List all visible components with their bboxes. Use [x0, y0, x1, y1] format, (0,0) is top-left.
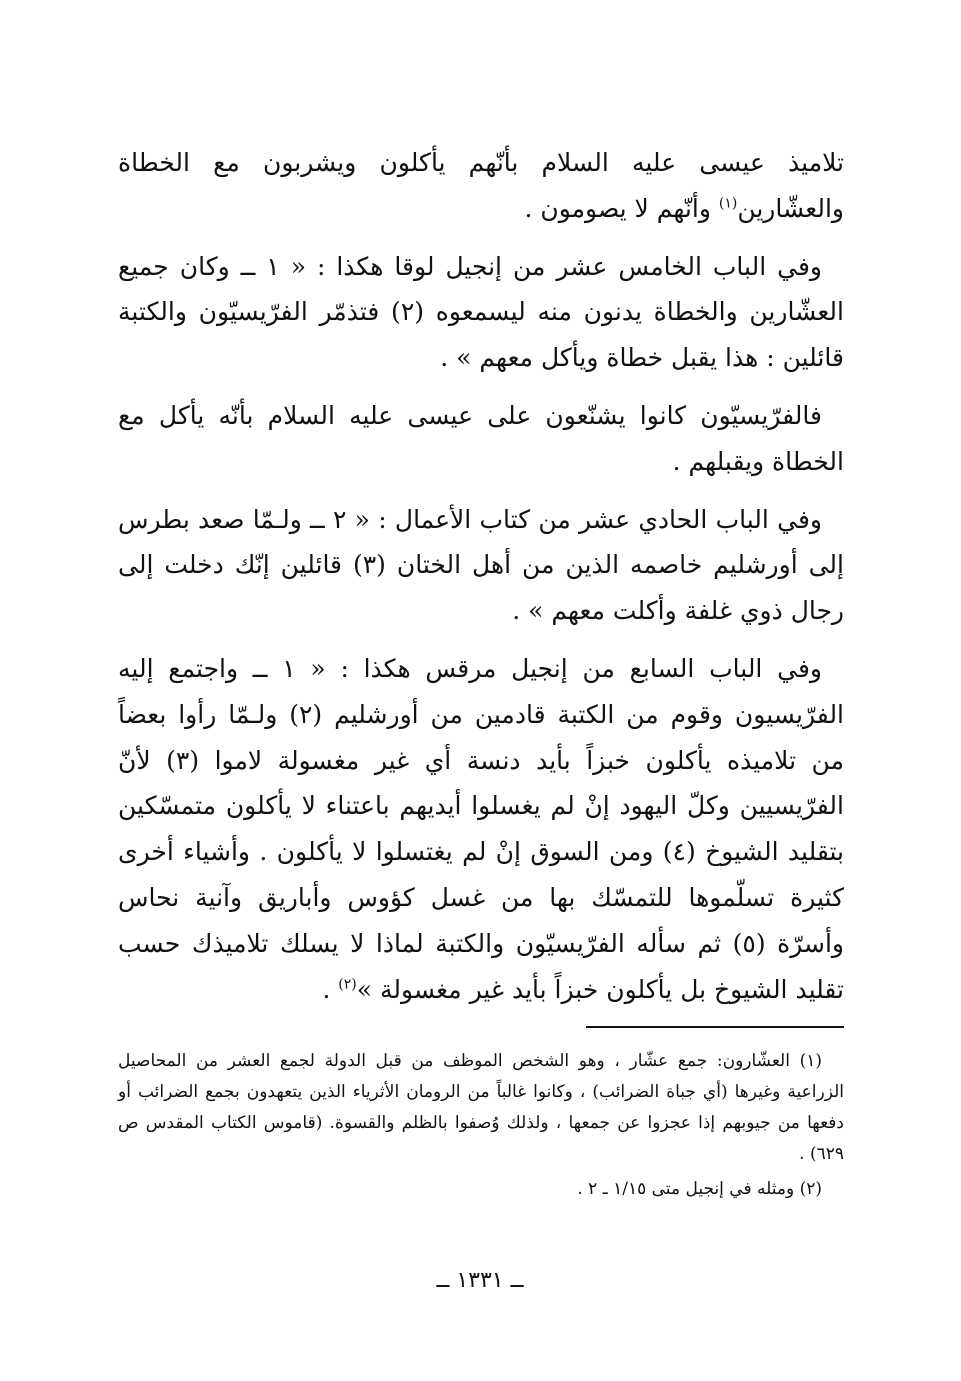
paragraph-3: فالفرّيسيّون كانوا يشنّعون على عيسى عليه السلام بأنّه يأكل مع الخطاة ويقبلهم .	[118, 400, 844, 476]
footnote-ref-2: (٢)	[338, 976, 357, 993]
paragraph-5-tail: .	[322, 974, 339, 1004]
paragraph-4: وفي الباب الحادي عشر من كتاب الأعمال : « ٢ ــ ولـمّا صعد بطرس إلى أورشليم خاصمه الذين من أهل الختان (٣) قائلين إنّك دخلت إلى رجال ذوي غلفة وأكلت معهم » .	[118, 504, 844, 626]
paragraph-5-text: وفي الباب السابع من إنجيل مرقس هكذا : « ١ ــ واجتمع إليه الفرّيسيون وقوم من الكتبة قادمين من أورشليم (٢) ولـمّا رأوا بعضاً من تلاميذه يأكلون خبزاً بأيد دنسة أي غير مغسولة لاموا (٣) لأنّ الفرّيسيين وكلّ اليهود إنْ لم يغسلوا أيديهم باعتناء لا يأكلون متمسّكين بتقليد الشيوخ (٤) ومن السوق إنْ لم يغتسلوا لا يأكلون . وأشياء أخرى كثيرة تسلّموها للتمسّك بها من غسل كؤوس وأباريق وآنية نحاس وأسرّة (٥) ثم سأله الفرّيسيّون والكتبة لماذا لا يسلك تلاميذك حسب تقليد الشيوخ بل يأكلون خبزاً بأيد غير مغسولة »	[118, 653, 845, 1004]
page-number: ــ ١٣٣١ ــ	[436, 1268, 524, 1293]
paragraph-2: وفي الباب الخامس عشر من إنجيل لوقا هكذا : « ١ ــ وكان جميع العشّارين والخطاة يدنون منه ليسمعوه (٢) فتذمّر الفرّيسيّون والكتبة قائلين : هذا يقبل خطاة ويأكل معهم » .	[118, 251, 844, 373]
footnote-separator	[586, 1026, 844, 1028]
paragraph-1	[118, 140, 844, 232]
paragraph-1-tail: وأنّهم لا يصومون .	[524, 193, 719, 223]
footnote-ref-1: (١)	[718, 195, 738, 212]
paragraph-5	[118, 646, 844, 1012]
footnote-1: (١) العشّارون: جمع عشّار ، وهو الشخص الموظف من قبل الدولة لجمع العشر من المحاصيل الزراعية وغيرها (أي جباة الضرائب) ، وكانوا غالباً من الرومان الأثرياء الذين يتعهدون بجمع الضرائب أو دفعها من جيوبهم إذا عجزوا عن جمعها ، ولذلك وُصفوا بالظلم والقسوة. (قاموس الكتاب المقدس ص ٦٢٩) .	[118, 1051, 844, 1164]
footnotes	[118, 1046, 844, 1205]
main-text	[118, 140, 844, 1024]
footnote-2: (٢) ومثله في إنجيل متى ١/١٥ ـ ٢ .	[577, 1179, 822, 1199]
paragraph-1-text: تلاميذ عيسى عليه السلام بأنّهم يأكلون ويشربون مع الخطاة والعشّارين	[118, 148, 844, 223]
